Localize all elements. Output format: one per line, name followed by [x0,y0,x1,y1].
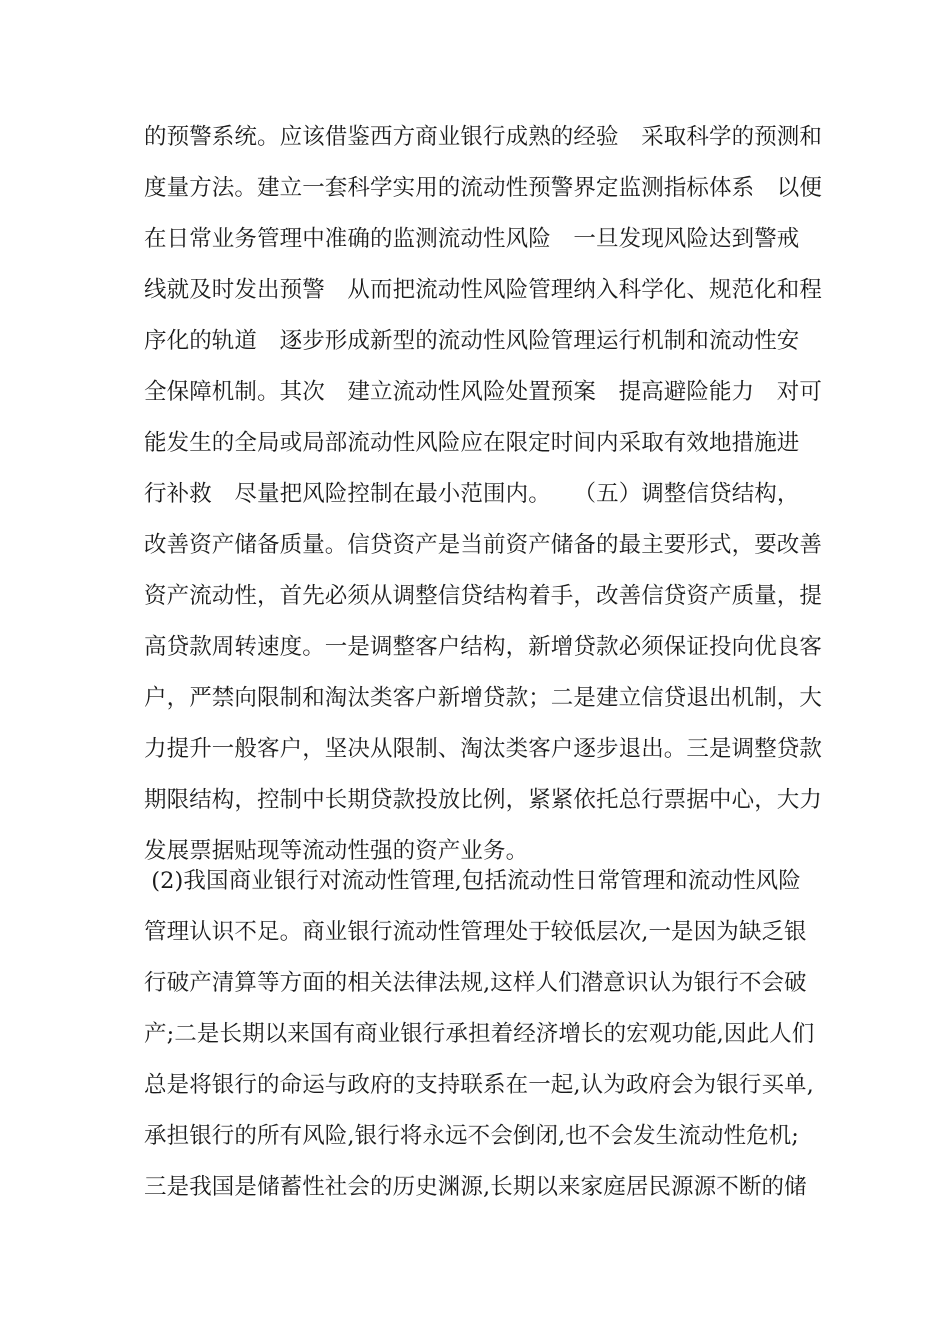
text-line: 行破产清算等方面的相关法律法规,这样人们潜意识认为银行不会破 [144,970,807,996]
text-line: 产;二是长期以来国有商业银行承担着经济增长的宏观功能,因此人们 [144,1021,815,1047]
text-line: 承担银行的所有风险,银行将永远不会倒闭,也不会发生流动性危机; [144,1123,799,1149]
text-line: 期限结构，控制中长期贷款投放比例，紧紧依托总行票据中心，大力 [144,787,823,813]
paragraph-block-liquidity-management [144,856,814,1213]
text-line: 户，严禁向限制和淘汰类客户新增贷款；二是建立信贷退出机制，大 [144,685,823,711]
text-line: 改善资产储备质量。信贷资产是当前资产储备的最主要形式，要改善 [144,532,823,558]
text-line: 度量方法。建立一套科学实用的流动性预警界定监测指标体系 以便 [144,175,823,201]
text-line: 线就及时发出预警 从而把流动性风险管理纳入科学化、规范化和程 [144,277,823,303]
text-line: 高贷款周转速度。一是调整客户结构，新增贷款必须保证投向优良客 [144,634,823,660]
text-line: 行补救 尽量把风险控制在最小范围内。 （五）调整信贷结构， [144,481,800,507]
text-line: 发展票据贴现等流动性强的资产业务。 [144,838,529,864]
text-line: (2)我国商业银行对流动性管理,包括流动性日常管理和流动性风险 [144,868,801,894]
text-line: 的预警系统。应该借鉴西方商业银行成熟的经验 采取科学的预测和 [144,124,823,150]
text-line: 全保障机制。其次 建立流动性风险处置预案 提高避险能力 对可 [144,379,823,405]
text-line: 三是我国是储蓄性社会的历史渊源,长期以来家庭居民源源不断的储 [144,1174,807,1200]
paragraph-block-liquidity-warning [144,112,823,877]
text-line: 资产流动性，首先必须从调整信贷结构着手，改善信贷资产质量，提 [144,583,823,609]
text-line: 力提升一般客户，坚决从限制、淘汰类客户逐步退出。三是调整贷款 [144,736,823,762]
text-line: 在日常业务管理中准确的监测流动性风险 一旦发现风险达到警戒 [144,226,800,252]
text-line: 序化的轨道 逐步形成新型的流动性风险管理运行机制和流动性安 [144,328,800,354]
text-line: 管理认识不足。商业银行流动性管理处于较低层次,一是因为缺乏银 [144,919,807,945]
text-line: 能发生的全局或局部流动性风险应在限定时间内采取有效地措施进 [144,430,800,456]
text-line: 总是将银行的命运与政府的支持联系在一起,认为政府会为银行买单, [144,1072,814,1098]
